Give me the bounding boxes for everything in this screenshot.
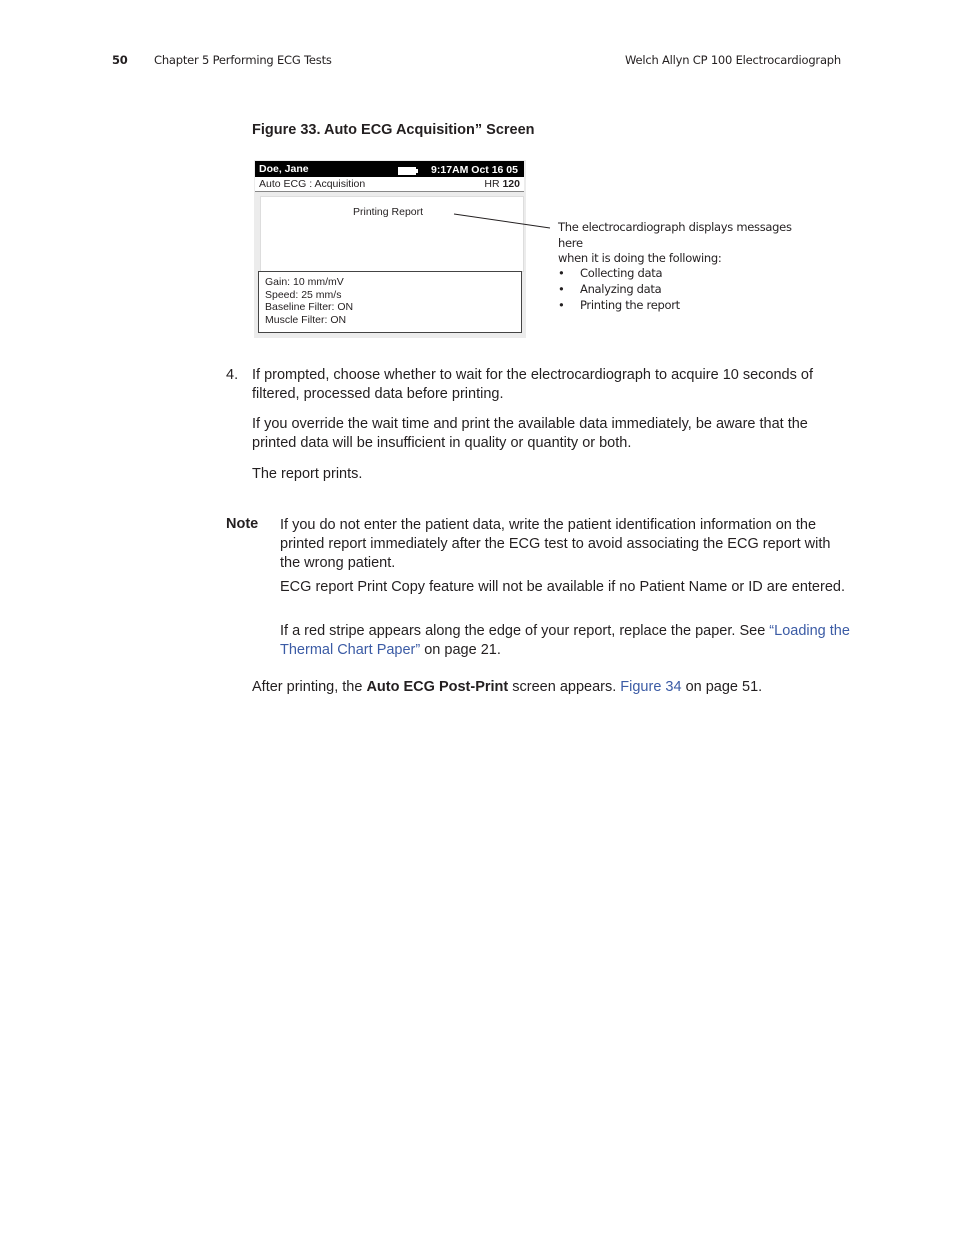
setting-baseline-filter: Baseline Filter: ON [265, 301, 354, 313]
hr-value: 120 [502, 178, 520, 190]
patient-name: Doe, Jane [259, 163, 309, 175]
callout-line-2: when it is doing the following: [558, 251, 722, 265]
setting-muscle-filter: Muscle Filter: ON [265, 314, 347, 326]
override-text: If you override the wait time and print the available data immediately, be aware that the printed data will be insufficient in quality or quantity or both. [252, 416, 808, 451]
ecg-screen-figure [254, 160, 526, 338]
prints-text: The report prints. [252, 466, 363, 482]
bullet-icon: • [558, 282, 565, 296]
callout-line-1: The electrocardiograph displays messages here [558, 220, 792, 250]
patient-bar [255, 161, 524, 177]
status-message: Printing Report [353, 206, 424, 218]
callout-line [453, 211, 553, 231]
note-paragraph-3: If a red stripe appears along the edge of your report, replace the paper. See “Loading the Thermal Chart Paper” on page 21. [280, 623, 850, 658]
note-label: Note [226, 516, 259, 532]
bullet-icon: • [558, 266, 565, 280]
mode-label: Auto ECG : Acquisition [259, 178, 366, 190]
datetime: 9:17AM Oct 16 05 [431, 164, 518, 176]
hr-label: HR [484, 178, 500, 190]
bullet-icon: • [558, 298, 565, 312]
setting-gain: Gain: 10 mm/mV [265, 276, 344, 288]
manual-title: Welch Allyn CP 100 Electrocardiograph [624, 53, 841, 67]
chapter-title: Chapter 5 Performing ECG Tests [154, 53, 332, 67]
callout-text [558, 220, 808, 267]
mode-bar [255, 177, 524, 192]
page-number: 50 [112, 53, 128, 67]
step-text: If prompted, choose whether to wait for the electrocardiograph to acquire 10 seconds of filtered, processed data before printing. [252, 367, 813, 402]
note-paragraph-1: If you do not enter the patient data, write the patient identification information on the printed report immediately after the ECG test to avoid associating the ECG report with the wrong patient. [280, 517, 831, 571]
after-printing-text: After printing, the Auto ECG Post-Print screen appears. Figure 34 on page 51. [252, 679, 763, 695]
figure-caption: Figure 33. Auto ECG Acquisition” Screen [252, 122, 535, 138]
note-paragraph-2: ECG report Print Copy feature will not be available if no Patient Name or ID are entered. [280, 579, 845, 595]
setting-speed: Speed: 25 mm/s [265, 289, 342, 301]
post-print-screen-name: Auto ECG Post-Print [366, 679, 509, 695]
battery-icon [398, 167, 416, 175]
settings-panel [258, 271, 522, 333]
figure-34-link[interactable]: Figure 34 [620, 679, 682, 695]
heart-rate [484, 178, 520, 190]
thermal-paper-link[interactable]: “Loading the Thermal Chart Paper” [280, 623, 850, 658]
message-area [260, 196, 524, 272]
step-number: 4. [226, 367, 239, 383]
